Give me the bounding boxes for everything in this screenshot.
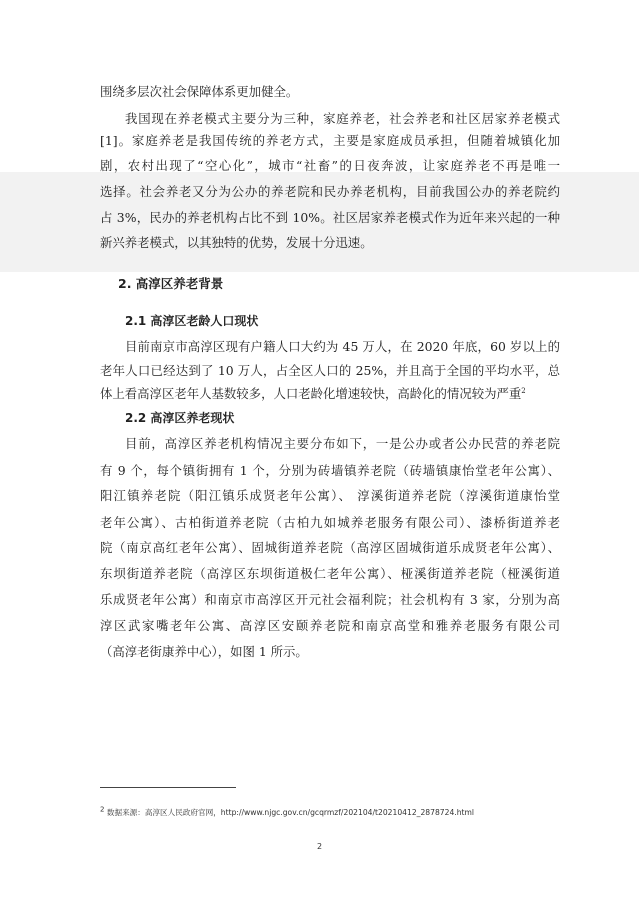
footnote-text[interactable]: 数据来源：高淳区人民政府官网，http://www.njgc.gov.cn/gcqrmzf/202104/t20210412_2878724.html: [106, 808, 474, 817]
section-2-2-line: 阳江镇养老院（阳江镇乐成贤老年公寓）、 淳溪街道养老院（淳溪街道康怡堂: [100, 488, 560, 503]
paragraph-2-line: 剧，农村出现了“空心化”，城市“社畜”的日夜奔波，让家庭养老不再是唯一: [100, 158, 560, 173]
paragraph-2-line: 我国现在养老模式主要分为三种，家庭养老，社会养老和社区居家养老模式: [125, 111, 560, 126]
section-2-1-line: 目前南京市高淳区现有户籍人口大约为 45 万人，在 2020 年底，60 岁以上的: [125, 339, 560, 354]
section-2-2-heading: 2.2 高淳区养老现状: [125, 411, 235, 425]
section-2-2-line: 淳区武家嘴老年公寓、高淳区安颐养老院和南京高堂和雅养老服务有限公司: [100, 618, 560, 633]
paragraph-2-line: 选择。社会养老又分为公办的养老院和民办养老机构，目前我国公办的养老院约: [100, 184, 560, 199]
section-2-2-line: 院（南京高红老年公寓）、固城街道养老院（高淳区固城街道乐成贤老年公寓）、: [100, 540, 560, 555]
section-2-1-heading: 2.1 高淳区老龄人口现状: [125, 314, 259, 328]
paragraph-2-line: 占 3%，民办的养老机构占比不到 10%。社区居家养老模式作为近年来兴起的一种: [100, 210, 560, 225]
section-2-2-line: 有 9 个，每个镇街拥有 1 个，分别为砖墙镇养老院（砖墙镇康怡堂老年公寓）、: [100, 463, 560, 478]
section-2-1-line: 老年人口已经达到了 10 万人，占全区人口的 25%，并且高于全国的平均水平，总: [100, 363, 560, 378]
section-2-2-line: 目前，高淳区养老机构情况主要分布如下，一是公办或者公办民营的养老院: [125, 436, 560, 451]
footnote-separator: [100, 787, 236, 788]
paragraph-2-line: [1]。家庭养老是我国传统的养老方式，主要是家庭成员承担，但随着城镇化加: [100, 133, 560, 148]
section-2-2-line: 乐成贤老年公寓）和南京市高淳区开元社会福利院；社会机构有 3 家，分别为高: [100, 592, 560, 607]
section-2-1-line-text: 体上看高淳区老年人基数较多，人口老龄化增速较快，高龄化的情况较为严重: [100, 386, 522, 401]
section-2-2-line: 东坝街道养老院（高淳区东坝街道极仁老年公寓）、桠溪街道养老院（桠溪街道: [100, 566, 560, 581]
paragraph-1-line: 围绕多层次社会保障体系更加健全。: [100, 84, 299, 99]
footnote-reference[interactable]: 2: [521, 386, 526, 395]
section-2-1-line-final: [100, 386, 560, 402]
section-2-heading: 2. 高淳区养老背景: [118, 276, 224, 291]
page-number: 2: [316, 842, 323, 851]
section-2-2-line: （高淳老街康养中心），如图 1 所示。: [100, 644, 308, 659]
footnote-marker: 2: [100, 805, 105, 814]
section-2-2-line: 老年公寓）、古柏街道养老院（古柏九如城养老服务有限公司）、漆桥街道养老: [100, 515, 560, 530]
paragraph-2-line: 新兴养老模式，以其独特的优势，发展十分迅速。: [100, 235, 373, 250]
footnote: [100, 805, 560, 818]
